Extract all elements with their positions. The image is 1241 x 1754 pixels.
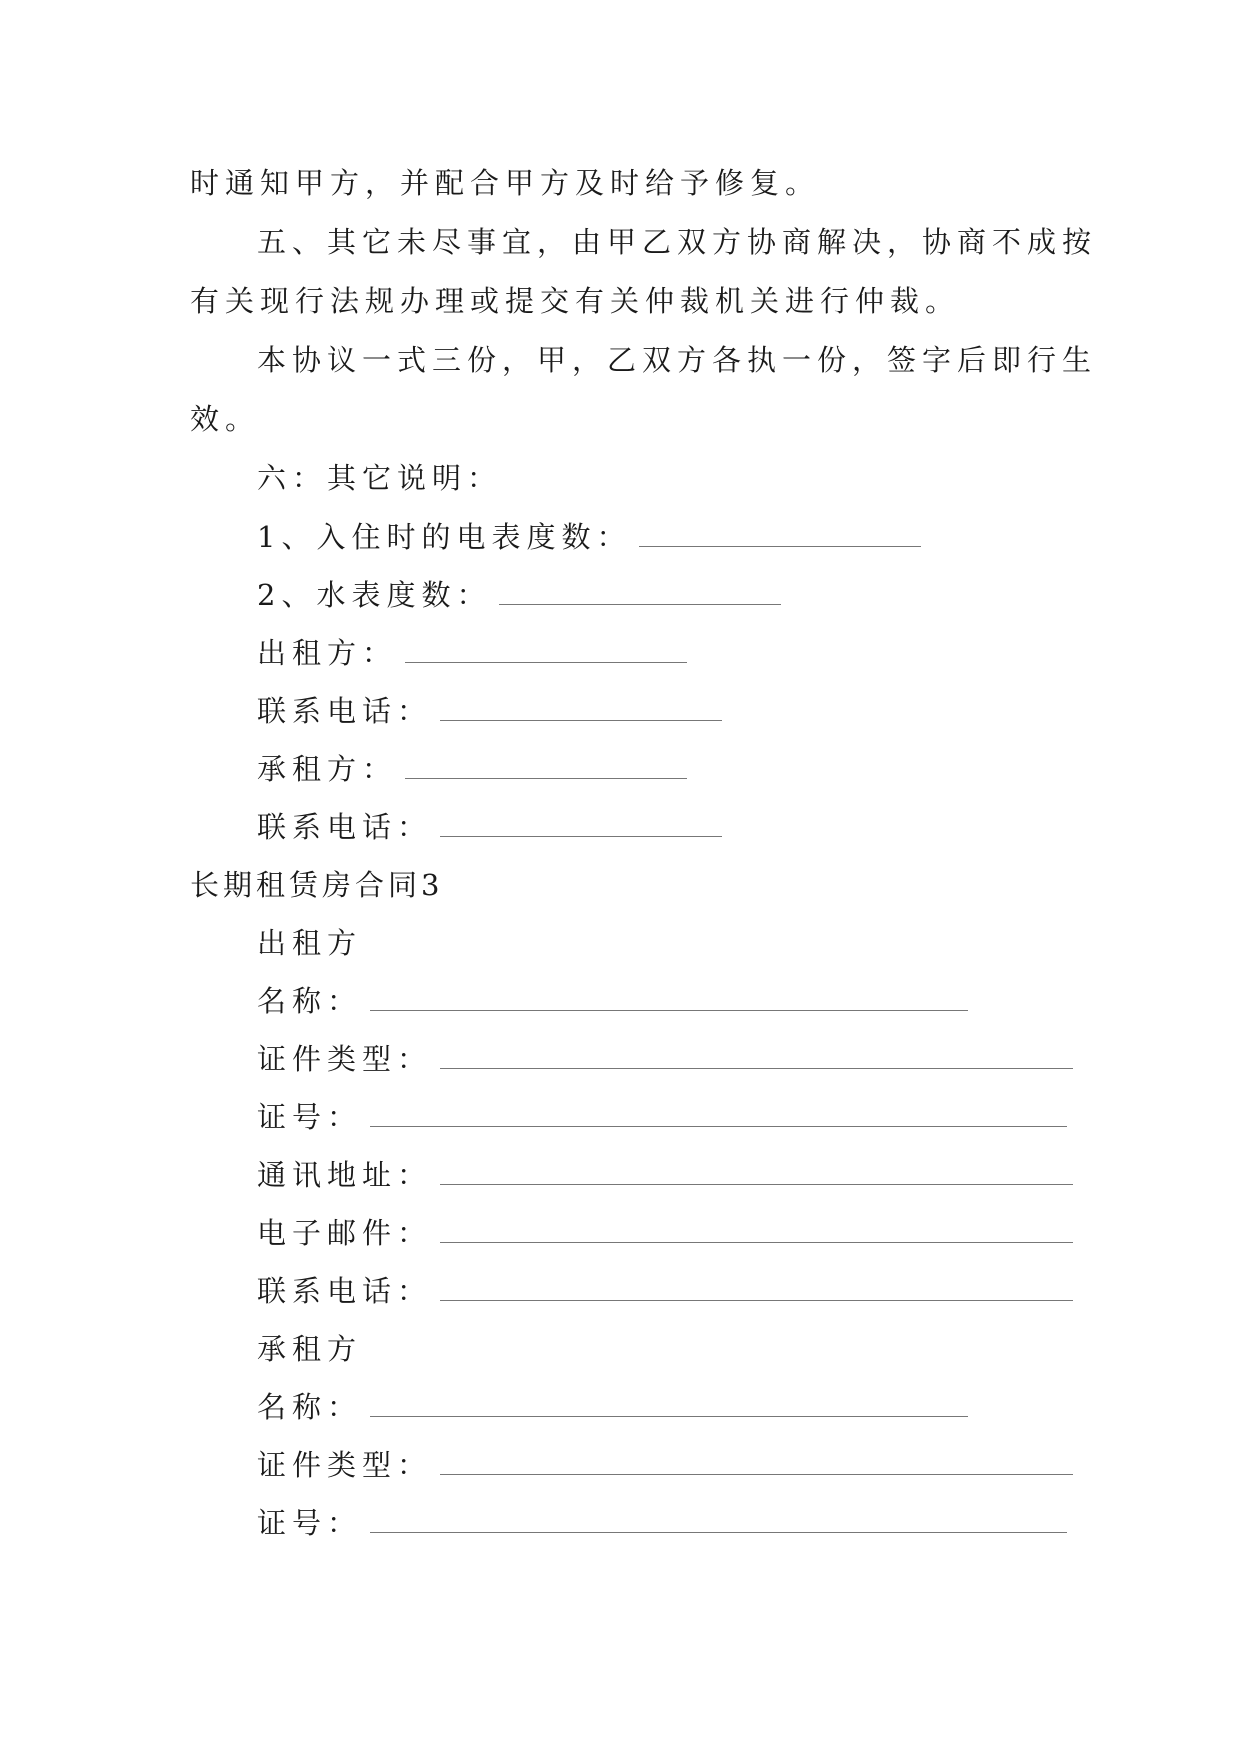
fill-in-blank — [370, 1415, 968, 1417]
fill-in-blank — [639, 545, 921, 547]
lessor-field — [257, 633, 1060, 673]
field-label: 1、入住时的电表度数： — [257, 520, 632, 554]
paragraph-line: 五、其它未尽事宜，由甲乙双方协商解决，协商不成按 — [257, 225, 1098, 259]
field-label: 名称： — [257, 1390, 363, 1424]
fill-in-blank — [440, 1241, 1073, 1243]
fill-in-blank — [370, 1009, 968, 1011]
lessor-phone-field — [257, 1271, 1060, 1311]
lessee-id-type-field — [257, 1445, 1060, 1485]
lessee-name-field — [257, 1387, 1060, 1427]
lessee-field — [257, 749, 1060, 789]
lessor-phone-field — [257, 691, 1060, 731]
contract-title: 长期租赁房合同3 — [190, 868, 444, 902]
electric-meter-field — [257, 517, 1060, 557]
paragraph-line: 有关现行法规办理或提交有关仲裁机关进行仲裁。 — [190, 284, 961, 318]
fill-in-blank — [370, 1531, 1067, 1533]
lessor-id-number-field — [257, 1097, 1060, 1137]
lessor-address-field — [257, 1155, 1060, 1195]
lessee-heading: 承租方 — [257, 1332, 363, 1366]
paragraph-line: 时通知甲方，并配合甲方及时给予修复。 — [190, 166, 821, 200]
lessor-heading: 出租方 — [257, 926, 363, 960]
field-label: 证号： — [257, 1506, 363, 1540]
fill-in-blank — [440, 1473, 1073, 1475]
lessee-id-number-field — [257, 1503, 1060, 1543]
field-label: 承租方： — [257, 752, 398, 786]
fill-in-blank — [370, 1125, 1067, 1127]
fill-in-blank — [440, 1067, 1073, 1069]
field-label: 名称： — [257, 984, 363, 1018]
lessee-phone-field — [257, 807, 1060, 847]
fill-in-blank — [440, 1299, 1073, 1301]
field-label: 通讯地址： — [257, 1158, 433, 1192]
water-meter-field — [257, 575, 1060, 615]
field-label: 电子邮件： — [257, 1216, 433, 1250]
lessor-name-field — [257, 981, 1060, 1021]
lessor-id-type-field — [257, 1039, 1060, 1079]
field-label: 证件类型： — [257, 1448, 433, 1482]
fill-in-blank — [440, 835, 722, 837]
fill-in-blank — [405, 777, 687, 779]
field-label: 联系电话： — [257, 694, 433, 728]
field-label: 证号： — [257, 1100, 363, 1134]
fill-in-blank — [440, 1183, 1073, 1185]
field-label: 联系电话： — [257, 810, 433, 844]
paragraph-line: 效。 — [190, 402, 261, 436]
field-label: 证件类型： — [257, 1042, 433, 1076]
fill-in-blank — [440, 719, 722, 721]
section-heading: 六：其它说明： — [257, 461, 503, 495]
field-label: 出租方： — [257, 636, 398, 670]
field-label: 2、水表度数： — [257, 578, 492, 612]
paragraph-line: 本协议一式三份，甲，乙双方各执一份，签字后即行生 — [257, 343, 1098, 377]
fill-in-blank — [499, 603, 781, 605]
fill-in-blank — [405, 661, 687, 663]
field-label: 联系电话： — [257, 1274, 433, 1308]
lessor-email-field — [257, 1213, 1060, 1253]
